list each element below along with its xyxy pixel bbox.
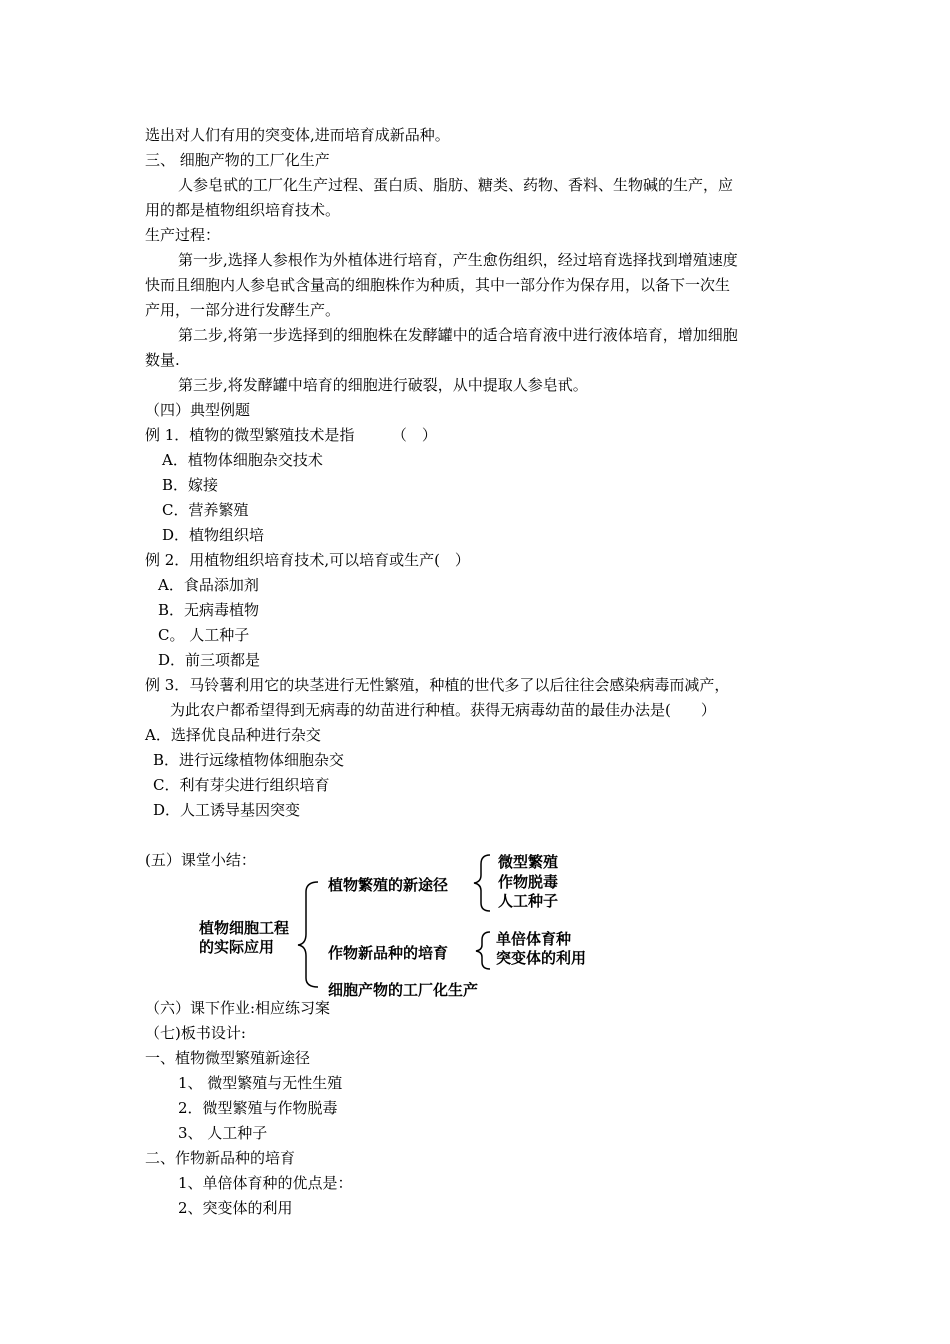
question-1: 例 1．植物的微型繁殖技术是指 （ ） bbox=[145, 426, 437, 444]
board-item: 2、突变体的利用 bbox=[178, 1199, 293, 1217]
option-c: C．营养繁殖 bbox=[162, 501, 249, 519]
section-heading: （四）典型例题 bbox=[145, 401, 251, 419]
board-heading: 一、植物微型繁殖新途径 bbox=[145, 1049, 311, 1067]
text-line: 第二步,将第一步选择到的细胞株在发酵罐中的适合培育液中进行液体培育，增加细胞 bbox=[178, 326, 738, 344]
text-line: 产用，一部分进行发酵生产。 bbox=[145, 301, 341, 319]
option-b: B．进行远缘植物体细胞杂交 bbox=[153, 751, 345, 769]
branch2-item: 突变体的利用 bbox=[496, 949, 587, 967]
option-c: C．利有芽尖进行组织培育 bbox=[153, 776, 330, 794]
summary-heading: (五）课堂小结： bbox=[145, 851, 256, 869]
question-3: 例 3．马铃薯利用它的块茎进行无性繁殖，种植的世代多了以后往往会感染病毒而减产， bbox=[145, 676, 730, 694]
root-label-line1: 植物细胞工程 bbox=[199, 919, 290, 937]
option-d: D．植物组织培 bbox=[162, 526, 265, 544]
text-line: 为此农户都希望得到无病毒的幼苗进行种植。获得无病毒幼苗的最佳办法是( ） bbox=[170, 701, 716, 719]
option-a: A．选择优良品种进行杂交 bbox=[145, 726, 321, 744]
section-heading: （七)板书设计: bbox=[145, 1024, 246, 1042]
section-heading: 三、 细胞产物的工厂化生产 bbox=[145, 151, 330, 169]
branch1-brace bbox=[474, 855, 490, 911]
text-line: 人参皂甙的工厂化生产过程、蛋白质、脂肪、糖类、药物、香料、生物碱的生产，应 bbox=[178, 176, 734, 194]
branch1-item: 人工种子 bbox=[498, 892, 559, 910]
option-d: D．人工诱导基因突变 bbox=[153, 801, 301, 819]
branch2-label: 作物新品种的培育 bbox=[328, 944, 449, 962]
question-2: 例 2．用植物组织培育技术,可以培育或生产( ） bbox=[145, 551, 470, 569]
branch1-label: 植物繁殖的新途径 bbox=[328, 876, 449, 894]
branch3-label: 细胞产物的工厂化生产 bbox=[328, 981, 479, 999]
board-item: 1、 微型繁殖与无性生殖 bbox=[178, 1074, 343, 1092]
text-line: 生产过程： bbox=[145, 226, 221, 244]
text-line: 第一步,选择人参根作为外植体进行培育，产生愈伤组织，经过培育选择找到增殖速度 bbox=[178, 251, 738, 269]
text-line: 用的都是植物组织培育技术。 bbox=[145, 201, 341, 219]
option-a: A．食品添加剂 bbox=[158, 576, 259, 594]
text-line: 数量. bbox=[145, 351, 180, 369]
homework-line: （六）课下作业:相应练习案 bbox=[145, 999, 331, 1017]
option-d: D．前三项都是 bbox=[158, 651, 261, 669]
option-b: B．嫁接 bbox=[162, 476, 219, 494]
text-line: 快而且细胞内人参皂甙含量高的细胞株作为种质，其中一部分作为保存用，以备下一次生 bbox=[145, 276, 731, 294]
branch1-item: 微型繁殖 bbox=[498, 853, 559, 871]
board-item: 1、单倍体育种的优点是： bbox=[178, 1174, 353, 1192]
board-item: 2．微型繁殖与作物脱毒 bbox=[178, 1099, 338, 1117]
text-line: 第三步,将发酵罐中培育的细胞进行破裂，从中提取人参皂甙。 bbox=[178, 376, 588, 394]
option-a: A．植物体细胞杂交技术 bbox=[162, 451, 323, 469]
board-heading: 二、作物新品种的培育 bbox=[145, 1149, 296, 1167]
root-brace bbox=[298, 882, 318, 987]
text-line: 选出对人们有用的突变体,进而培育成新品种。 bbox=[145, 126, 450, 144]
branch2-brace bbox=[476, 932, 490, 969]
branch2-item: 单倍体育种 bbox=[496, 930, 572, 948]
option-b: B．无病毒植物 bbox=[158, 601, 260, 619]
branch1-item: 作物脱毒 bbox=[498, 873, 559, 891]
option-c: C。 人工种子 bbox=[158, 626, 250, 644]
board-item: 3、 人工种子 bbox=[178, 1124, 268, 1142]
root-label-line2: 的实际应用 bbox=[199, 938, 275, 956]
